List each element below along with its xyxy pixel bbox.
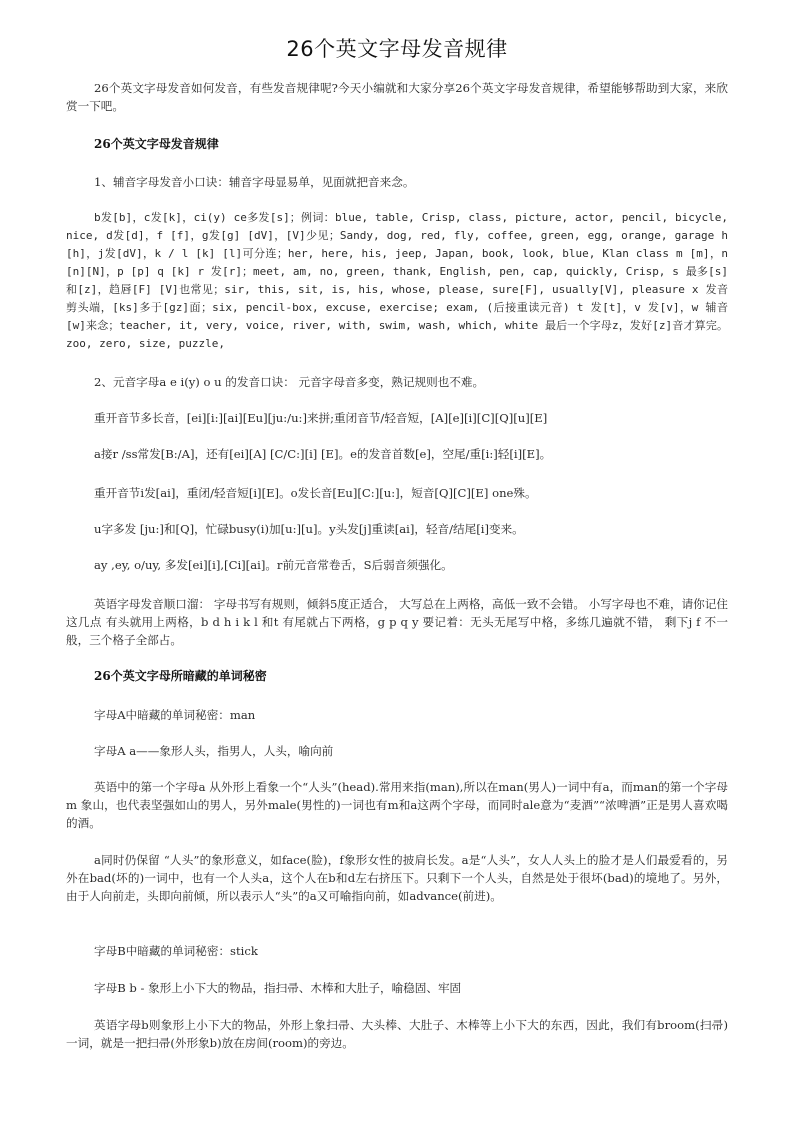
vowel-rule-line: u字多发 [ju:]和[Q]，忙碌busy(i)加[u:][u]。y头发[j]重读[ai]，轻音/结尾[i]变来。 xyxy=(94,522,524,536)
writing-rhyme-paragraph: 英语字母发音顺口溜： 字母书写有规则，倾斜5度正适合， 大写总在上两格，高低一致不会错。 小写字母也不难，请你记住这几点 有头就用上两格，b d h i k l 和t 有尾就占下两格，g p q y 要记着：无头无尾写中格，多练几遍就不错， 剩下j f 不一般，三个格子全部占。 xyxy=(66,597,728,647)
vowel-rule-line: 重开音节i发[ai]，重闭/轻音短[i][E]。o发长音[Eu][C:][u:]，短音[Q][C][E] one殊。 xyxy=(94,486,537,500)
letter-a-secret: 字母A中暗藏的单词秘密：man xyxy=(94,708,256,722)
vowel-rule-line: a接r /ss常发[B:/A]，还有[ei][A] [C/C:][i] [E]。e的发音首数[e]，空尾/重[i:]轻[i][E]。 xyxy=(94,447,552,461)
letter-b-meaning: 字母B b - 象形上小下大的物品，指扫帚、木棒和大肚子，喻稳固、牢固 xyxy=(94,981,462,995)
vowel-rule-line: 重开音节多长音，[ei][i:][ai][Eu][ju:/u:]来拼;重闭音节/轻音短，[A][e][i][C][Q][u][E] xyxy=(94,411,548,425)
section-heading-word-secrets: 26个英文字母所暗藏的单词秘密 xyxy=(94,669,267,683)
vowel-rhyme-title: 2、元音字母a e i(y) o u 的发音口诀： 元音字母音多变，熟记规则也不难。 xyxy=(94,375,485,389)
document-title: 26个英文字母发音规律 xyxy=(286,37,508,61)
letter-a-paragraph-1: 英语中的第一个字母a 从外形上看象一个“人头”(head).常用来指(man),所以在man(男人)一词中有a，而man的第一个字母m 象山，也代表坚强如山的男人，另外male(男性的)一词也有m和a这两个字母，而同时ale意为“麦酒”“浓啤酒”正是男人喜欢喝的酒。 xyxy=(66,780,728,830)
letter-a-meaning: 字母A a——象形人头，指男人，人头，喻向前 xyxy=(94,744,334,758)
consonant-rules-paragraph: b发[b]，c发[k]，ci(y) ce多发[s]；例词：blue, table, Crisp, class, picture, actor, pencil, bicycle, nice, d发[d]，f [f]，g发[g] [dV]，[V]少见；Sandy, dog, red, fly, coffee, green, egg, orange, garage h [h]，j发[dV]，k / l [k] [l]可分连；her, here, his, jeep, Japan, book, look, blue, Klan class m [m]，n [n][N]，p [p] q [k] r 发[r]；meet, am, no, green, thank, English, pen, cap, quickly, Crisp, s 最多[s]和[z]，趋唇[F] [V]也常见；sir, this, sit, is, his, whose, please, sure[F], usually[V], pleasure x 发音剪头端，[ks]多于[gz]面；six, pencil-box, excuse, exercise; exam, (后接重读元音) t 发[t]，v 发[v]，w 辅音[w]来念；teacher, it, very, voice, river, with, swim, wash, which, white 最后一个字母z，发好[z]音才算完。zoo, zero, size, puzzle, xyxy=(66,211,728,350)
vowel-rule-line: ay ,ey, o/uy, 多发[ei][i],[Ci][ai]。r前元音常卷舌，S后弱音须强化。 xyxy=(94,558,453,572)
consonant-rhyme-title: 1、辅音字母发音小口诀：辅音字母显易单，见面就把音来念。 xyxy=(94,175,415,189)
letter-b-secret: 字母B中暗藏的单词秘密：stick xyxy=(94,944,258,958)
letter-a-paragraph-2: a同时仍保留 “人头”的象形意义，如face(脸)，f象形女性的披肩长发。a是“人头”，女人人头上的脸才是人们最爱看的，另外在bad(坏的)一词中，也有一个人头a，这个人在b和d左右挤压下。只剩下一个人头，自然是处于很坏(bad)的境地了。另外，由于人向前走，头即向前倾，所以表示人“头”的a又可喻指向前，如advance(前进)。 xyxy=(66,853,728,903)
intro-paragraph: 26个英文字母发音如何发音，有些发音规律呢?今天小编就和大家分享26个英文字母发音规律，希望能够帮助到大家，来欣赏一下吧。 xyxy=(66,81,728,113)
letter-b-paragraph-1: 英语字母b则象形上小下大的物品，外形上象扫帚、大头棒、大肚子、木棒等上小下大的东西，因此，我们有broom(扫帚)一词，就是一把扫帚(外形象b)放在房间(room)的旁边。 xyxy=(66,1018,728,1050)
section-heading-pronunciation-rules: 26个英文字母发音规律 xyxy=(94,137,219,151)
